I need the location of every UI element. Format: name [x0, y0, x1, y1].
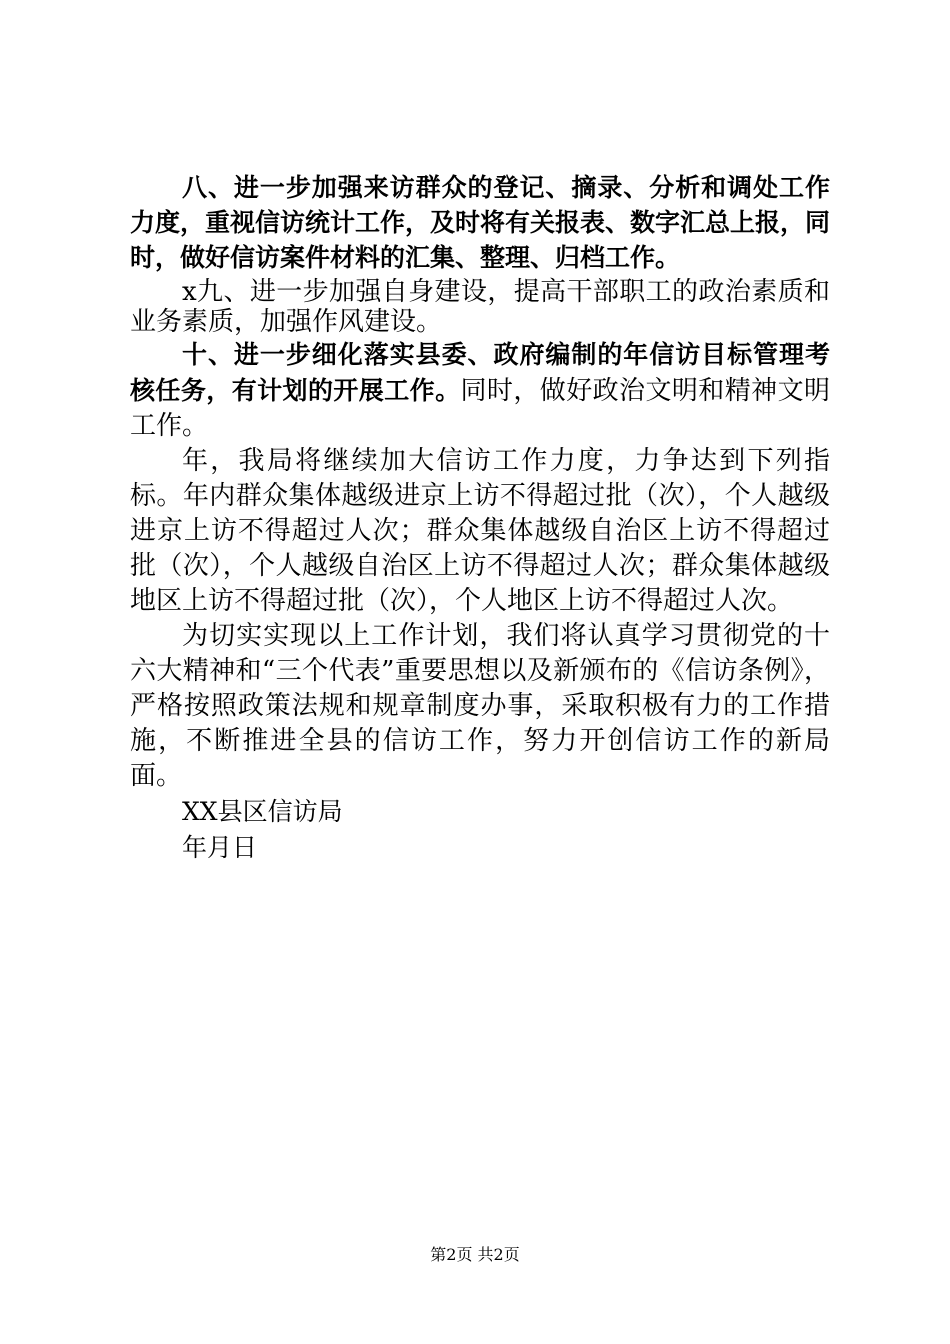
paragraph-item-10 [130, 337, 830, 444]
paragraph-item-8: 八、进一步加强来访群众的登记、摘录、分析和调处工作力度，重视信访统计工作，及时将有关报表、数字汇总上报，同时，做好信访案件材料的汇集、整理、归档工作。 [130, 173, 831, 272]
signature-organization: XX县区信访局 [182, 797, 343, 826]
document-body [130, 170, 830, 866]
paragraph-item-10-normal: 同时，做好政治文明和精神文明工作。 [130, 376, 830, 441]
paragraph-conclusion: 为切实实现以上工作计划，我们将认真学习贯彻党的十六大精神和“三个代表”重要思想以及新颁布的《信访条例》，严格按照政策法规和规章制度办事，采取积极有力的工作措施，不断推进全县的信访工作，努力开创信访工作的新局面。 [130, 621, 830, 791]
paragraph-targets: 年，我局将继续加大信访工作力度，力争达到下列指标。年内群众集体越级进京上访不得超过批（次），个人越级进京上访不得超过人次；群众集体越级自治区上访不得超过批（次），个人越级自治区上访不得超过人次；群众集体越级地区上访不得超过批（次），个人地区上访不得超过人次。 [130, 446, 830, 616]
page-number-footer: 第2页 共2页 [430, 1245, 520, 1264]
paragraph-item-9: x九、进一步加强自身建设，提高干部职工的政治素质和业务素质，加强作风建设。 [130, 277, 830, 337]
paragraph-item-10-bold: 十、进一步细化落实县委、政府编制的年信访目标管理考核任务，有计划的开展工作。 [130, 340, 830, 405]
signature-date: 年月日 [182, 833, 258, 862]
